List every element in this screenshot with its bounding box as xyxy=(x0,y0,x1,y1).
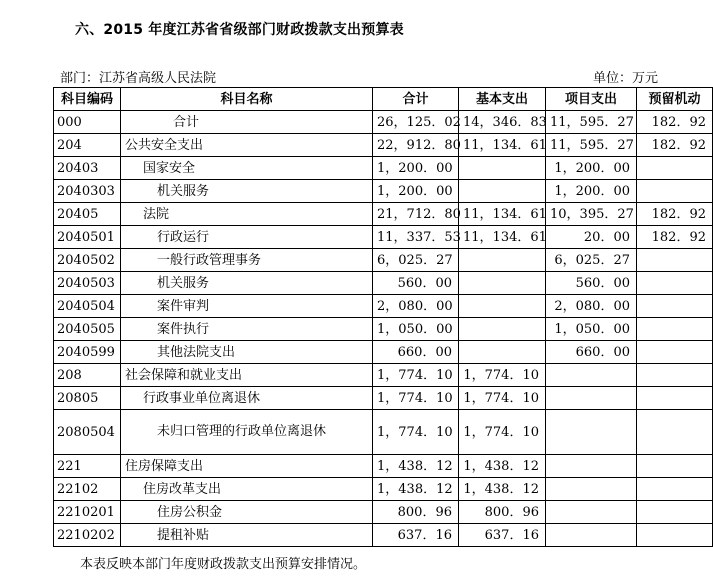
cell-reserve xyxy=(637,501,713,524)
table-footnote: 本表反映本部门年度财政拨款支出预算安排情况。 xyxy=(80,557,367,572)
cell-reserve: 182．92 xyxy=(637,111,713,134)
cell-code: 221 xyxy=(54,455,121,478)
cell-code: 2040504 xyxy=(54,295,121,318)
budget-table xyxy=(53,87,713,547)
cell-name: 案件执行 xyxy=(121,318,373,341)
cell-basic: 11，134．61 xyxy=(459,203,546,226)
department-label: 部门：江苏省高级人民法院 xyxy=(60,71,217,86)
table-row xyxy=(54,455,713,478)
cell-project: 6，025．27 xyxy=(546,249,637,272)
cell-basic: 1，774．10 xyxy=(459,410,546,455)
cell-reserve xyxy=(637,410,713,455)
cell-code: 20405 xyxy=(54,203,121,226)
cell-basic xyxy=(459,318,546,341)
cell-basic xyxy=(459,272,546,295)
cell-code: 2040505 xyxy=(54,318,121,341)
table-row xyxy=(54,524,713,547)
cell-code: 20403 xyxy=(54,157,121,180)
table-row xyxy=(54,295,713,318)
table-row xyxy=(54,226,713,249)
cell-reserve: 182．92 xyxy=(637,226,713,249)
cell-basic: 1，438．12 xyxy=(459,455,546,478)
cell-basic: 11，134．61 xyxy=(459,226,546,249)
cell-code: 000 xyxy=(54,111,121,134)
cell-project xyxy=(546,478,637,501)
cell-name: 机关服务 xyxy=(121,180,373,203)
cell-reserve xyxy=(637,455,713,478)
cell-name: 未归口管理的行政单位离退休 xyxy=(121,410,373,455)
cell-project xyxy=(546,524,637,547)
cell-reserve xyxy=(637,157,713,180)
cell-total: 637．16 xyxy=(373,524,459,547)
cell-project: 11，595．27 xyxy=(546,134,637,157)
cell-name: 社会保障和就业支出 xyxy=(121,364,373,387)
cell-basic: 637．16 xyxy=(459,524,546,547)
cell-reserve xyxy=(637,249,713,272)
cell-reserve xyxy=(637,180,713,203)
cell-project: 1，050．00 xyxy=(546,318,637,341)
cell-name: 法院 xyxy=(121,203,373,226)
cell-total: 1，774．10 xyxy=(373,387,459,410)
cell-basic xyxy=(459,295,546,318)
cell-basic: 1，774．10 xyxy=(459,387,546,410)
cell-basic xyxy=(459,341,546,364)
cell-name: 案件审判 xyxy=(121,295,373,318)
cell-reserve xyxy=(637,387,713,410)
cell-code: 22102 xyxy=(54,478,121,501)
cell-code: 2210201 xyxy=(54,501,121,524)
cell-name: 国家安全 xyxy=(121,157,373,180)
cell-basic: 800．96 xyxy=(459,501,546,524)
cell-name: 住房改革支出 xyxy=(121,478,373,501)
header-reserve: 预留机动 xyxy=(637,88,713,111)
table-row xyxy=(54,249,713,272)
cell-reserve xyxy=(637,295,713,318)
cell-name: 公共安全支出 xyxy=(121,134,373,157)
cell-name: 提租补贴 xyxy=(121,524,373,547)
unit-label: 单位：万元 xyxy=(592,71,658,86)
table-row xyxy=(54,341,713,364)
cell-reserve: 182．92 xyxy=(637,203,713,226)
cell-project xyxy=(546,410,637,455)
cell-code: 2040503 xyxy=(54,272,121,295)
cell-basic: 1，774．10 xyxy=(459,364,546,387)
cell-project: 2，080．00 xyxy=(546,295,637,318)
cell-name: 合计 xyxy=(121,111,373,134)
table-row xyxy=(54,410,713,455)
cell-code: 2040502 xyxy=(54,249,121,272)
cell-project: 660．00 xyxy=(546,341,637,364)
cell-code: 20805 xyxy=(54,387,121,410)
cell-name: 行政事业单位离退休 xyxy=(121,387,373,410)
cell-total: 26，125．02 xyxy=(373,111,459,134)
table-row xyxy=(54,318,713,341)
cell-total: 1，200．00 xyxy=(373,157,459,180)
cell-name: 机关服务 xyxy=(121,272,373,295)
cell-name: 住房保障支出 xyxy=(121,455,373,478)
cell-project xyxy=(546,455,637,478)
table-row xyxy=(54,478,713,501)
cell-basic: 11，134．61 xyxy=(459,134,546,157)
cell-total: 2，080．00 xyxy=(373,295,459,318)
cell-project: 11，595．27 xyxy=(546,111,637,134)
cell-total: 1，438．12 xyxy=(373,478,459,501)
cell-project xyxy=(546,501,637,524)
page-title: 六、2015 年度江苏省省级部门财政拨款支出预算表 xyxy=(75,22,404,38)
cell-total: 1，774．10 xyxy=(373,410,459,455)
header-code: 科目编码 xyxy=(54,88,121,111)
table-row xyxy=(54,364,713,387)
header-project: 项目支出 xyxy=(546,88,637,111)
cell-total: 1，200．00 xyxy=(373,180,459,203)
cell-total: 1，050．00 xyxy=(373,318,459,341)
cell-project xyxy=(546,387,637,410)
cell-basic xyxy=(459,157,546,180)
header-total: 合计 xyxy=(373,88,459,111)
table-row xyxy=(54,111,713,134)
cell-total: 1，774．10 xyxy=(373,364,459,387)
table-header-row xyxy=(54,88,713,111)
cell-name: 一般行政管理事务 xyxy=(121,249,373,272)
cell-reserve xyxy=(637,318,713,341)
cell-basic xyxy=(459,249,546,272)
cell-name: 住房公积金 xyxy=(121,501,373,524)
cell-basic xyxy=(459,180,546,203)
cell-total: 800．96 xyxy=(373,501,459,524)
cell-total: 1，438．12 xyxy=(373,455,459,478)
table-row xyxy=(54,180,713,203)
cell-code: 2080504 xyxy=(54,410,121,455)
header-basic: 基本支出 xyxy=(459,88,546,111)
cell-reserve xyxy=(637,364,713,387)
table-row xyxy=(54,387,713,410)
cell-total: 6，025．27 xyxy=(373,249,459,272)
cell-code: 2210202 xyxy=(54,524,121,547)
cell-basic: 1，438．12 xyxy=(459,478,546,501)
table-row xyxy=(54,501,713,524)
cell-project: 1，200．00 xyxy=(546,157,637,180)
cell-total: 22，912．80 xyxy=(373,134,459,157)
cell-code: 208 xyxy=(54,364,121,387)
table-row xyxy=(54,157,713,180)
header-name: 科目名称 xyxy=(121,88,373,111)
cell-project: 20．00 xyxy=(546,226,637,249)
cell-reserve xyxy=(637,524,713,547)
cell-total: 560．00 xyxy=(373,272,459,295)
table-row xyxy=(54,134,713,157)
cell-reserve: 182．92 xyxy=(637,134,713,157)
cell-name: 其他法院支出 xyxy=(121,341,373,364)
cell-code: 204 xyxy=(54,134,121,157)
cell-code: 2040501 xyxy=(54,226,121,249)
table-row xyxy=(54,203,713,226)
cell-project: 10，395．27 xyxy=(546,203,637,226)
table-row xyxy=(54,272,713,295)
cell-project: 1，200．00 xyxy=(546,180,637,203)
cell-basic: 14，346．83 xyxy=(459,111,546,134)
cell-code: 2040303 xyxy=(54,180,121,203)
cell-code: 2040599 xyxy=(54,341,121,364)
cell-reserve xyxy=(637,272,713,295)
cell-total: 660．00 xyxy=(373,341,459,364)
cell-project: 560．00 xyxy=(546,272,637,295)
cell-reserve xyxy=(637,478,713,501)
cell-total: 21，712．80 xyxy=(373,203,459,226)
cell-name: 行政运行 xyxy=(121,226,373,249)
cell-reserve xyxy=(637,341,713,364)
cell-project xyxy=(546,364,637,387)
cell-total: 11，337．53 xyxy=(373,226,459,249)
